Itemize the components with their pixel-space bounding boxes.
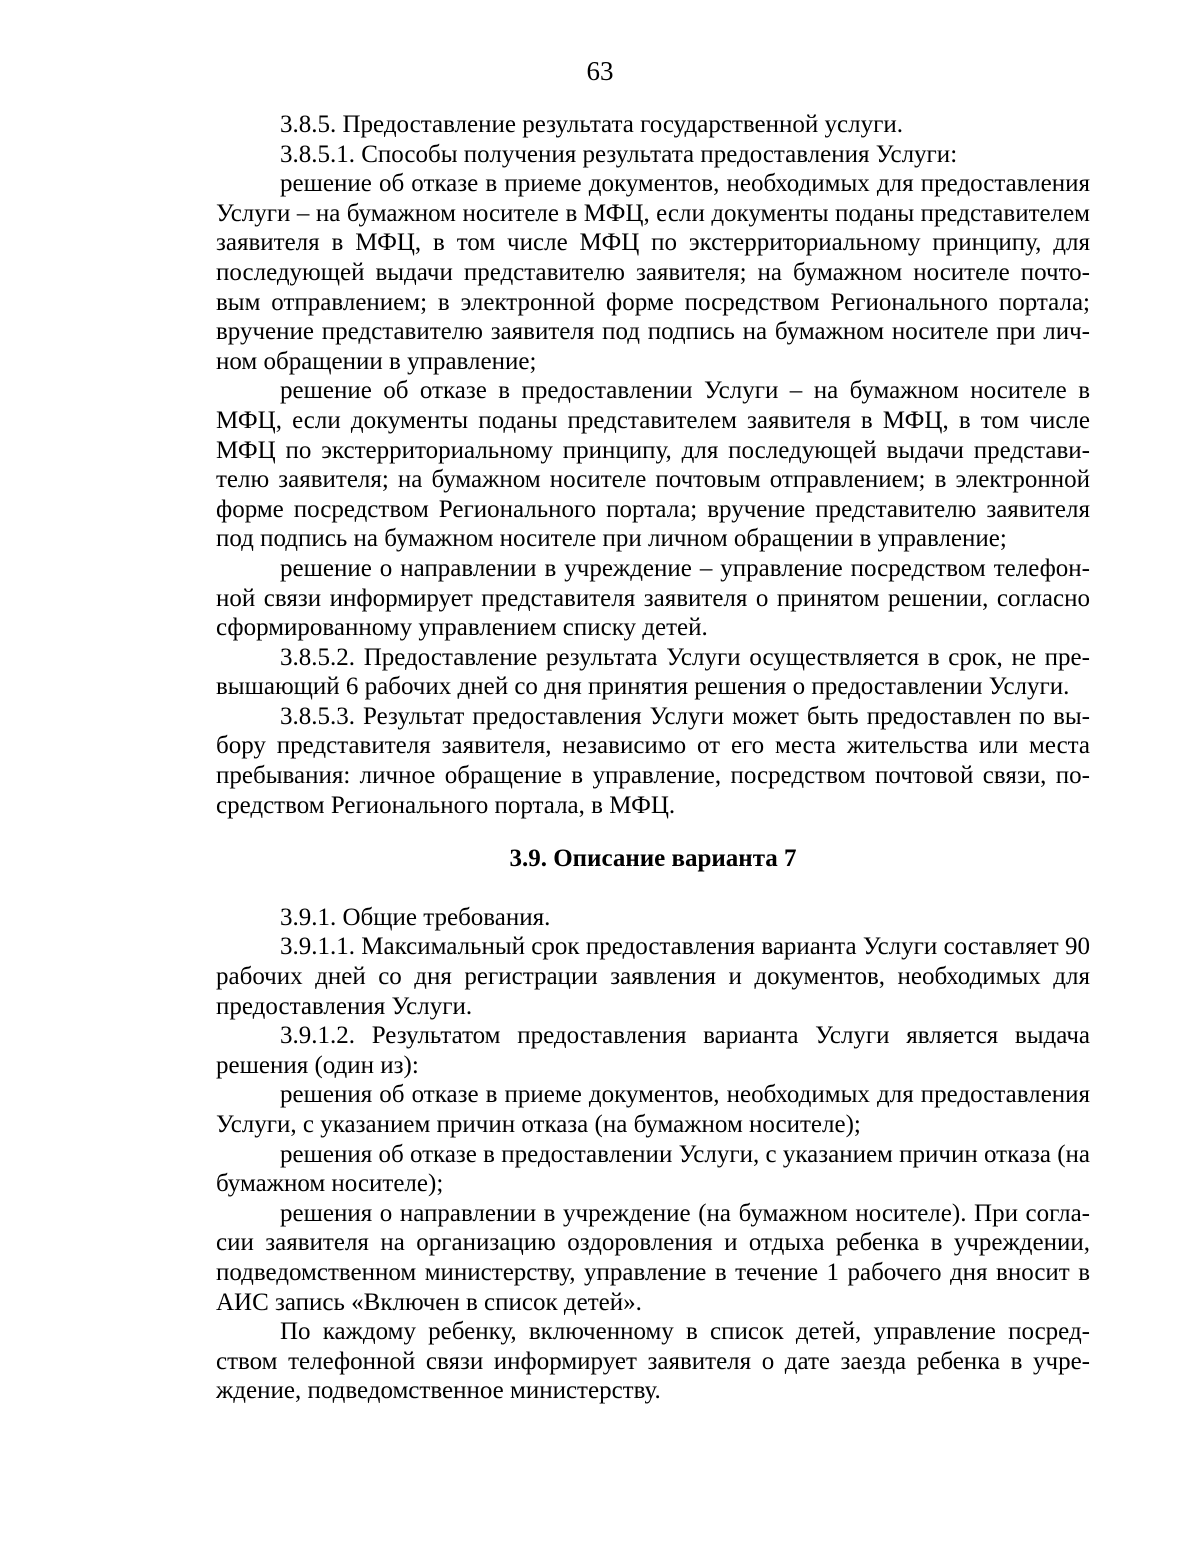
paragraph-3-8-5: 3.8.5. Предоставление результата государственной услуги. [280,111,903,138]
paragraph-3-8-5-2: 3.8.5.2. Предоставление результата Услуги осуществляется в срок, не превышающий 6 рабочих дней со дня принятия решения о предоставлении Услуги. [216,643,1090,701]
paragraph-refusal-service-delivery: решение об отказе в предоставлении Услуги – на бумажном носителе в МФЦ, если документы поданы представителем заявителя в МФЦ, в том числе МФЦ по экстерриториальному принципу, для последующей выдачи представителю заявителя; на бумажном носителе почтовым отправлением; в электронной форме посредством Регионального портала; вручение представителю заявителя под подпись на бумажном носителе при личном обращении в управление; [216,377,1090,553]
paragraph-3-9-1-2: 3.9.1.2. Результатом предоставления варианта Услуги является выдача решения (один из): [216,1022,1090,1079]
page-number: 63 [586,56,614,86]
paragraph-3-9-1: 3.9.1. Общие требования. [280,903,551,931]
paragraph-3-8-5-3: 3.8.5.3. Результат предоставления Услуги может быть предоставлен по выбору представителя заявителя, независимо от его места жительства или места пребывания: личное обращение в управление, посредством почтовой связи, посредством Регионального портала, в МФЦ. [216,702,1090,819]
paragraph-3-9-1-1: 3.9.1.1. Максимальный срок предоставления варианта Услуги составляет 90 рабочих дней со дня регистрации заявления и документов, необходимых для предоставления Услуги. [216,933,1090,1020]
section-heading: 3.9. Описание варианта 7 [509,845,797,873]
paragraph-3-8-5-1: 3.8.5.1. Способы получения результата предоставления Услуги: [280,140,958,168]
paragraph-refusal-documents-delivery: решение об отказе в приеме документов, необходимых для предоставления Услуги – на бумажном носителе в МФЦ, если документы поданы представителем заявителя в МФЦ, в том числе МФЦ по экстерриториальному принципу, для последующей выдачи представителю заявителя; на бумажном носителе почтовым отправлением; в электронной форме посредством Регионального портала; вручение представителю заявителя под подпись на бумажном носителе при личном обращении в управление; [216,170,1090,375]
paragraph-result-refusal-documents: решения об отказе в приеме документов, необходимых для предоставления Услуги, с указанием причин отказа (на бумажном носителе); [216,1081,1090,1138]
document-body [216,110,1090,1406]
paragraph-result-referral: решения о направлении в учреждение (на бумажном носителе). При согласии заявителя на организацию оздоровления и отдыха ребенка в учреждении, подведомственном министерству, управление в течение 1 рабочего дня вносит в АИС запись «Включен в список детей». [216,1199,1090,1316]
paragraph-result-refusal-service: решения об отказе в предоставлении Услуги, с указанием причин отказа (на бумажном носителе); [216,1140,1090,1198]
paragraph-referral-decision-delivery: решение о направлении в учреждение – управление посредством телефонной связи информирует представителя заявителя о принятом решении, согласно сформированному управлением списку детей. [216,554,1090,642]
paragraph-child-notification: По каждому ребенку, включенному в список детей, управление посредством телефонной связи информирует заявителя о дате заезда ребенка в учреждение, подведомственное министерству. [216,1318,1090,1405]
